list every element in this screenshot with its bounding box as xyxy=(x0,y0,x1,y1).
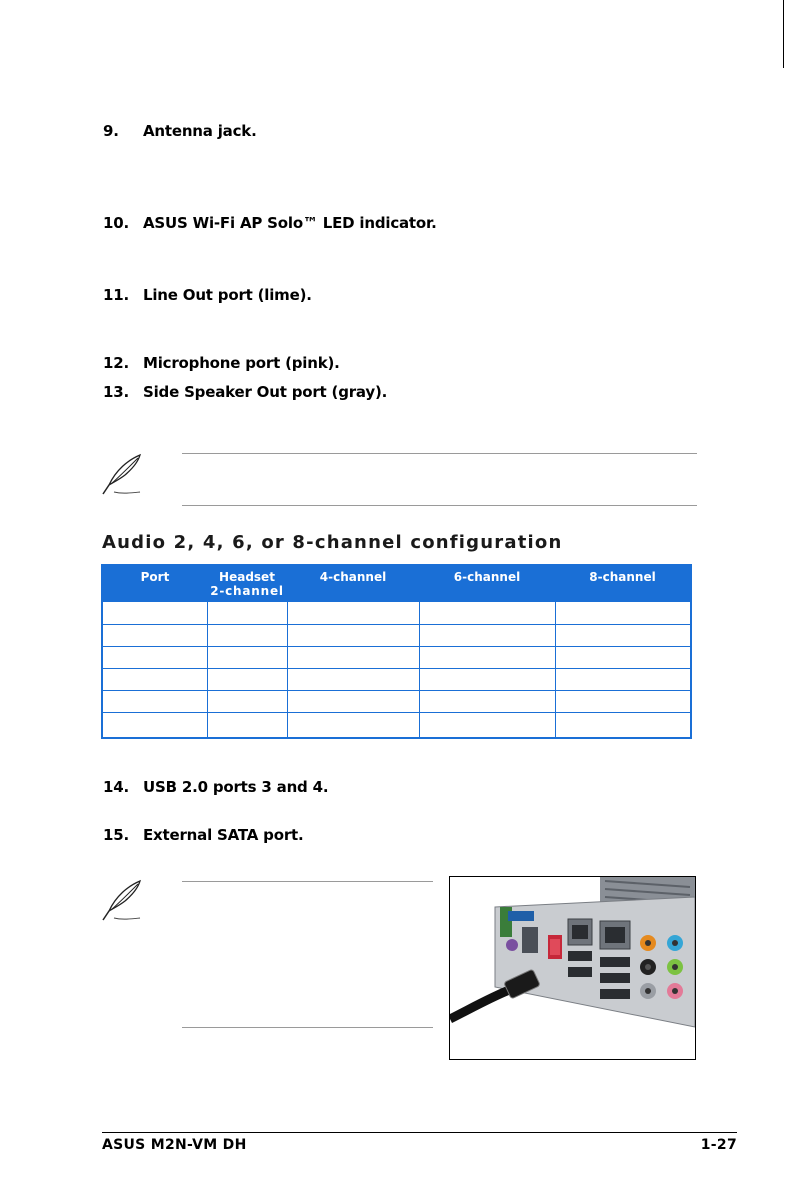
list-item-antenna: 9. Antenna jack. xyxy=(103,122,257,140)
list-item-line-out: 11. Line Out port (lime). xyxy=(103,286,312,304)
table-row-line xyxy=(103,668,690,669)
table-row-line xyxy=(103,624,690,625)
table-header-row xyxy=(103,566,690,602)
list-item-side-speaker: 13. Side Speaker Out port (gray). xyxy=(103,383,388,401)
audio-config-table xyxy=(101,564,692,739)
footer-page-number: 1-27 xyxy=(700,1137,737,1153)
table-row-line xyxy=(103,646,690,647)
rear-panel-photo xyxy=(449,876,696,1060)
list-item-led: 10. ASUS Wi-Fi AP Solo™ LED indicator. xyxy=(103,214,437,232)
list-item-microphone: 12. Microphone port (pink). xyxy=(103,354,340,372)
list-item-external-sata: 15. External SATA port. xyxy=(103,826,304,844)
table-row-line xyxy=(103,712,690,713)
note-bottom-rule xyxy=(182,1027,433,1028)
table-col-line xyxy=(207,602,208,737)
note-top-rule xyxy=(182,453,697,454)
table-header-port: Port xyxy=(140,570,170,584)
footer-rule xyxy=(102,1132,737,1133)
table-col-line xyxy=(419,602,420,737)
table-header-headset: Headset 2-channel xyxy=(210,570,284,598)
table-header-8ch: 8-channel xyxy=(589,570,656,584)
note-bottom-rule xyxy=(182,505,697,506)
table-col-line xyxy=(555,602,556,737)
table-col-line xyxy=(287,602,288,737)
footer-product-name: ASUS M2N-VM DH xyxy=(102,1137,247,1153)
list-item-usb: 14. USB 2.0 ports 3 and 4. xyxy=(103,778,329,796)
table-row-line xyxy=(103,690,690,691)
table-header-6ch: 6-channel xyxy=(453,570,521,584)
page-edge-line xyxy=(783,0,784,68)
section-title: Audio 2, 4, 6, or 8-channel configuration xyxy=(102,532,563,553)
note-feather-icon xyxy=(100,878,148,928)
note-feather-icon xyxy=(100,452,148,502)
table-header-4ch: 4-channel xyxy=(319,570,387,584)
note-top-rule xyxy=(182,881,433,882)
